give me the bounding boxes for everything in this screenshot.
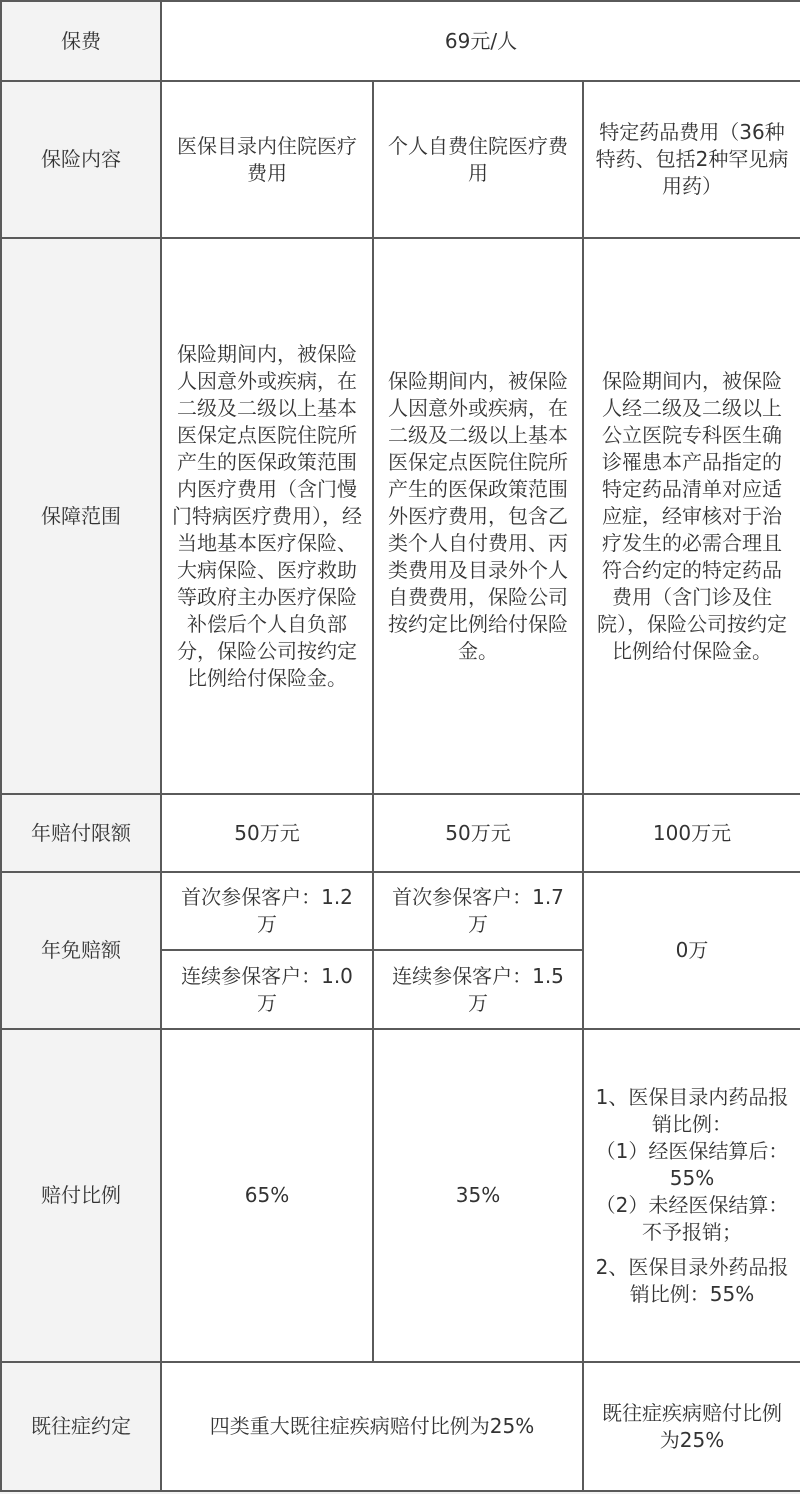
content-label: 保险内容 (1, 81, 161, 238)
preexisting-col12: 四类重大既往症疾病赔付比例为25% (161, 1362, 583, 1491)
ratio-col3-item1-title: 1、医保目录内药品报销比例： (595, 1084, 789, 1136)
ratio-col2: 35% (373, 1029, 583, 1362)
row-ratio (1, 1029, 800, 1362)
ratio-label: 赔付比例 (1, 1029, 161, 1362)
row-premium (1, 1, 800, 81)
limit-label: 年赔付限额 (1, 794, 161, 872)
ratio-col3-item1-a: （1）经医保结算后：55% (595, 1138, 789, 1190)
scope-col3: 保险期间内，被保险人经二级及二级以上公立医院专科医生确诊罹患本产品指定的特定药品清单对应适应症，经审核对于治疗发生的必需合理且符合约定的特定药品费用（含门诊及住院），保险公司按约定比例给付保险金。 (583, 238, 800, 794)
row-preexisting (1, 1362, 800, 1491)
scope-col1: 保险期间内，被保险人因意外或疾病，在二级及二级以上基本医保定点医院住院所产生的医保政策范围内医疗费用（含门慢门特病医疗费用），经当地基本医疗保险、大病保险、医疗救助等政府主办医疗保险补偿后个人自负部分，保险公司按约定比例给付保险金。 (161, 238, 373, 794)
row-content (1, 81, 800, 238)
premium-label: 保费 (1, 1, 161, 81)
content-col3: 特定药品费用（36种特药、包括2种罕见病用药） (583, 81, 800, 238)
content-col1: 医保目录内住院医疗费用 (161, 81, 373, 238)
ratio-col3 (583, 1029, 800, 1362)
preexisting-col3: 既往症疾病赔付比例为25% (583, 1362, 800, 1491)
deductible-renew-col2: 连续参保客户：1.5万 (373, 950, 583, 1029)
limit-col3: 100万元 (583, 794, 800, 872)
ratio-col3-item2: 2、医保目录外药品报销比例：55% (595, 1254, 789, 1306)
preexisting-label: 既往症约定 (1, 1362, 161, 1491)
ratio-col1: 65% (161, 1029, 373, 1362)
deductible-first-col1: 首次参保客户：1.2万 (161, 872, 373, 950)
scope-col2: 保险期间内，被保险人因意外或疾病，在二级及二级以上基本医保定点医院住院所产生的医保政策范围外医疗费用，包含乙类个人自付费用、丙类费用及目录外个人自费费用，保险公司按约定比例给付保险金。 (373, 238, 583, 794)
row-scope (1, 238, 800, 794)
deductible-col3: 0万 (583, 872, 800, 1029)
deductible-label: 年免赔额 (1, 872, 161, 1029)
premium-value: 69元/人 (161, 1, 800, 81)
row-limit (1, 794, 800, 872)
ratio-col3-item1-b: （2）未经医保结算：不予报销； (595, 1192, 789, 1244)
scope-label: 保障范围 (1, 238, 161, 794)
limit-col2: 50万元 (373, 794, 583, 872)
deductible-renew-col1: 连续参保客户：1.0万 (161, 950, 373, 1029)
content-col2: 个人自费住院医疗费用 (373, 81, 583, 238)
limit-col1: 50万元 (161, 794, 373, 872)
row-deductible-first (1, 872, 800, 950)
deductible-first-col2: 首次参保客户：1.7万 (373, 872, 583, 950)
